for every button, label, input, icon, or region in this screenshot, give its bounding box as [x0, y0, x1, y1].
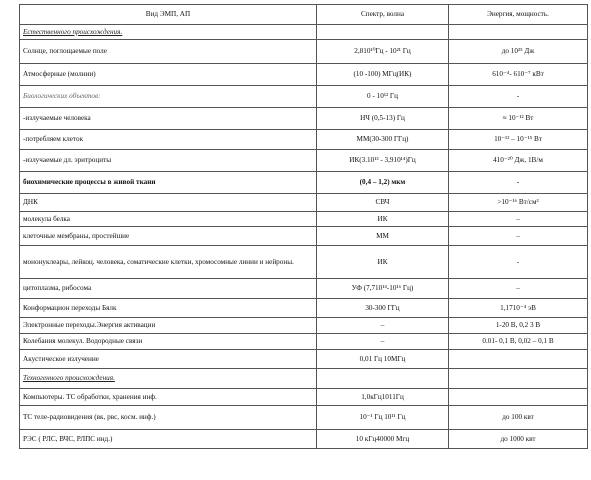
- energy-cell: –: [449, 279, 588, 299]
- source-name-cell: РЭС ( РЛС, ВЧС, РЛПС инд.): [20, 430, 317, 449]
- energy-cell: 10⁻¹² – 10⁻¹⁵ Вт: [449, 130, 588, 150]
- energy-cell: 1,1710⁻⁴ эВ: [449, 299, 588, 318]
- spectrum-cell: ММ(30-300 ГГц): [317, 130, 449, 150]
- table-row: [20, 350, 588, 369]
- energy-cell: 610⁻⁴- 610⁻⁷ кВт: [449, 64, 588, 86]
- spectrum-cell: 0,01 Гц 10МГц: [317, 350, 449, 369]
- spectrum-cell: ММ: [317, 227, 449, 246]
- spectrum-cell: 1,0кГц1011Гц: [317, 389, 449, 406]
- spectrum-cell: 2,810¹⁰Гц - 10²¹ Гц: [317, 40, 449, 64]
- source-name-cell: -потребляем клеток: [20, 130, 317, 150]
- energy-cell: [449, 369, 588, 389]
- table-row: [20, 40, 588, 64]
- source-name-cell: биохимические процессы в живой ткани: [20, 172, 317, 194]
- energy-cell: 1-20 В, 0,2 3 В: [449, 318, 588, 334]
- source-name-cell: Компьютеры. ТС обработки, хранения инф.: [20, 389, 317, 406]
- energy-cell: -: [449, 246, 588, 279]
- section-heading-row: [20, 369, 588, 389]
- source-name-cell: -излучаемые дл. эритроциты: [20, 150, 317, 172]
- spectrum-cell: –: [317, 334, 449, 350]
- spectrum-cell: 0 - 10¹² Гц: [317, 86, 449, 108]
- energy-cell: ≈ 10⁻¹² Вт: [449, 108, 588, 130]
- source-name-cell: ДНК: [20, 194, 317, 212]
- energy-cell: -: [449, 172, 588, 194]
- energy-cell: -: [449, 86, 588, 108]
- spectrum-cell: (10 -100) МГц(ИК): [317, 64, 449, 86]
- spectrum-cell: 10 кГц40000 Мгц: [317, 430, 449, 449]
- table-row: [20, 172, 588, 194]
- energy-cell: –: [449, 227, 588, 246]
- table-row: [20, 279, 588, 299]
- table-row: [20, 430, 588, 449]
- header-spectrum: Спектр, волна: [317, 5, 449, 25]
- spectrum-cell: –: [317, 318, 449, 334]
- spectrum-cell: (0,4 – 1,2) мкм: [317, 172, 449, 194]
- source-name-cell: Электронные переходы.Энергия активации: [20, 318, 317, 334]
- spectrum-cell: ИК(3.10¹³ - 3,910¹⁴)Гц: [317, 150, 449, 172]
- spectrum-cell: ИК: [317, 246, 449, 279]
- spectrum-cell: НЧ (0,5-13) Гц: [317, 108, 449, 130]
- energy-cell: 410⁻²⁰ Дж, 1В/м: [449, 150, 588, 172]
- source-name-cell: Биологических объектов:: [20, 86, 317, 108]
- table-row: [20, 334, 588, 350]
- table-row: [20, 194, 588, 212]
- table-row: [20, 389, 588, 406]
- table-row: [20, 150, 588, 172]
- table-row: [20, 406, 588, 430]
- energy-cell: [449, 25, 588, 40]
- energy-cell: 0.01- 0,1 В, 0,02 – 0,1 В: [449, 334, 588, 350]
- source-name-cell: цитоплазма, рибосома: [20, 279, 317, 299]
- table-row: [20, 130, 588, 150]
- header-source-type: Вид ЭМП, АП: [20, 5, 317, 25]
- source-name-cell: Атмосферные (молнии): [20, 64, 317, 86]
- energy-cell: до 1000 квт: [449, 430, 588, 449]
- spectrum-cell: 10⁻¹ Гц 10¹¹ Гц: [317, 406, 449, 430]
- energy-cell: [449, 389, 588, 406]
- energy-cell: >10⁻¹⁶ Вт/см²: [449, 194, 588, 212]
- source-name-cell: Конформацион переходы Бялк: [20, 299, 317, 318]
- source-name-cell: ТС теле-радиовидения (вк, рвс, косм. инф.): [20, 406, 317, 430]
- energy-cell: до 100 квт: [449, 406, 588, 430]
- source-name-cell: Солнце, поглощаемые поле: [20, 40, 317, 64]
- spectrum-cell: [317, 369, 449, 389]
- source-name-cell: молекула белка: [20, 212, 317, 227]
- energy-cell: –: [449, 212, 588, 227]
- spectrum-cell: ИК: [317, 212, 449, 227]
- source-name-cell: Естественного происхождения.: [20, 25, 317, 40]
- source-name-cell: Техногенного происхождения.: [20, 369, 317, 389]
- spectrum-cell: УФ (7,710¹⁴-10¹⁶ Гц): [317, 279, 449, 299]
- energy-cell: [449, 350, 588, 369]
- energy-cell: до 10²⁵ Дж: [449, 40, 588, 64]
- table-row: [20, 108, 588, 130]
- table-row: [20, 64, 588, 86]
- source-name-cell: Акустическое излучение: [20, 350, 317, 369]
- source-name-cell: -излучаемые человека: [20, 108, 317, 130]
- table-row: [20, 227, 588, 246]
- table-row: [20, 318, 588, 334]
- section-heading-row: [20, 25, 588, 40]
- source-name-cell: клеточные мембраны, простейшие: [20, 227, 317, 246]
- table-row: [20, 86, 588, 108]
- header-energy: Энергия, мощность.: [449, 5, 588, 25]
- spectrum-cell: [317, 25, 449, 40]
- source-name-cell: мононуклеары, лейкоц. человека, соматические клетки, хромосомные линии и нейроны.: [20, 246, 317, 279]
- spectrum-cell: СВЧ: [317, 194, 449, 212]
- table-row: [20, 246, 588, 279]
- spectrum-cell: 30-300 ГГц: [317, 299, 449, 318]
- source-name-cell: Колебания молекул. Водородные связи: [20, 334, 317, 350]
- table-row: [20, 212, 588, 227]
- table-row: [20, 299, 588, 318]
- emf-sources-table: [19, 4, 588, 449]
- table-header-row: [20, 5, 588, 25]
- table-body: [20, 25, 588, 449]
